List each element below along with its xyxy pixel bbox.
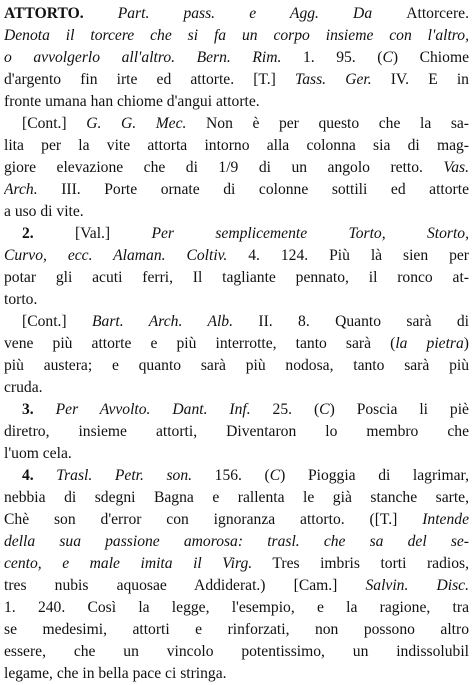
citation-text: Curvo, ecc. Alaman. Coltiv. [4, 247, 228, 264]
entry-line [4, 377, 469, 399]
entry-text: nebbia di sdegni Bagna e rallenta le già stanche sarte, [4, 489, 469, 506]
entry-line [4, 201, 469, 223]
entry-line [4, 267, 469, 289]
entry-text: cruda. [4, 379, 43, 396]
entry-text: fronte umana han chiome d'angui attorte. [4, 93, 260, 110]
entry-text: lita per la vite attorta intorno alla colonna sia di mag- [4, 137, 469, 154]
entry-line [4, 3, 469, 25]
entry-line [4, 619, 469, 641]
entry-line [4, 597, 469, 619]
citation-text: la pietra [395, 335, 464, 352]
entry-line [4, 663, 469, 685]
entry-text: 4. 124. Più là sien per [227, 247, 469, 264]
entry-text: essere, che un vincolo potentissimo, un indissolubil [4, 643, 469, 660]
entry-line [4, 487, 469, 509]
entry-line [4, 355, 469, 377]
entry-text: II. 8. Quanto sarà di [233, 313, 469, 330]
citation-text: Tass. Ger. [295, 71, 372, 88]
citation-text: Per semplicemente Torto, Storto, [151, 225, 469, 242]
entry-line [4, 245, 469, 267]
entry-text: 1. 95. ( [281, 49, 383, 66]
entry-text: ) Chiome [392, 49, 469, 66]
citation-text: Intende [422, 511, 469, 528]
entry-text: legame, che in bella pace ci stringa. [4, 665, 227, 682]
entry-line [4, 553, 469, 575]
citation-text: C [269, 467, 281, 484]
entry-text: [Cont.] [22, 115, 87, 132]
entry-line [22, 399, 469, 421]
citation-text: della sua passione amorosa: trasl. che sa del se- [4, 533, 469, 550]
entry-text: vene più attorte e più interrotte, tanto sarà ( [4, 335, 396, 352]
entry-line [4, 575, 469, 597]
entry-text: ) Poscia li piè [329, 401, 469, 418]
entry-text: ) Pioggia di lagrimar, [280, 467, 469, 484]
citation-text: Trasl. Petr. son. [33, 467, 193, 484]
entry-line [4, 421, 469, 443]
entry-text: diretro, insieme attorti, Diventaron lo membro che [4, 423, 469, 440]
entry-text: tres nubis aquosae Addiderat.) [Cam.] [4, 577, 366, 594]
citation-text: Bart. Arch. Alb. [92, 313, 233, 330]
entry-text: 1. 240. Così la legge, l'esempio, e la ragione, tra [4, 599, 469, 616]
entry-text: [Cont.] [22, 313, 92, 330]
entry-line [22, 465, 469, 487]
citation-text: Vas. [443, 159, 469, 176]
entry-text: giore elevazione che di 1/9 di un angolo retto. [4, 159, 444, 176]
entry-line [4, 135, 469, 157]
entry-text: 2. [22, 225, 34, 242]
citation-text: C [319, 401, 330, 418]
entry-text: d'argento fin irte ed attorte. [T.] [4, 71, 295, 88]
headword: ATTORTO. [4, 5, 84, 22]
citation-text: Arch. [4, 181, 38, 198]
entry-text: 156. ( [192, 467, 270, 484]
citation-text: Part. pass. e Agg. Da [83, 5, 407, 22]
entry-line [4, 47, 469, 69]
entry-text: a uso di vite. [4, 203, 84, 220]
entry-text: IV. E in [371, 71, 469, 88]
entry-line [4, 289, 469, 311]
citation-text: Per Avvolto. Dant. Inf. [33, 401, 251, 418]
citation-text: Salvin. Disc. [365, 577, 469, 594]
entry-text: Attorcere. [406, 5, 469, 22]
citation-text: G. G. Mec. [86, 115, 187, 132]
entry-text: se medesimi, attorti e rinforzati, non possono altro [4, 621, 469, 638]
entry-text: l'uom cela. [4, 445, 72, 462]
entry-text: torto. [4, 291, 38, 308]
entry-text: III. Porte ornate di colonne sottili ed attorte [37, 181, 469, 198]
entry-line [4, 25, 469, 47]
entry-text: 4. [22, 467, 34, 484]
entry-text: Tres imbris torti radios, [252, 555, 469, 572]
entry-line [4, 91, 469, 113]
entry-line [22, 113, 469, 135]
citation-text: Denota il torcere che si fa un corpo insieme con l'altro, [4, 27, 469, 44]
citation-text: cento, e male imita il Virg. [4, 555, 253, 572]
entry-line [4, 509, 469, 531]
entry-line [4, 531, 469, 553]
entry-line [22, 311, 469, 333]
citation-text: o avvolgerlo all'altro. Bern. Rim. [4, 49, 282, 66]
entry-text: 25. ( [250, 401, 320, 418]
entry-line [4, 179, 469, 201]
entry-line [4, 157, 469, 179]
entry-text: [Val.] [33, 225, 152, 242]
entry-line [4, 69, 469, 91]
entry-text: ) [463, 335, 469, 352]
citation-text: C [382, 49, 393, 66]
entry-line [4, 443, 469, 465]
entry-line [22, 223, 469, 245]
entry-text: Non è per questo che la sa- [186, 115, 469, 132]
entry-text: potar gli acuti ferri, Il tagliante pennato, il ronco at- [4, 269, 469, 286]
entry-text: Chè son d'error con ignoranza attorto. ([T.] [4, 511, 423, 528]
entry-line [4, 641, 469, 663]
entry-text: più austera; e quanto sarà più nodosa, tanto sarà più [4, 357, 469, 374]
entry-line [4, 333, 469, 355]
entry-text: 3. [22, 401, 34, 418]
